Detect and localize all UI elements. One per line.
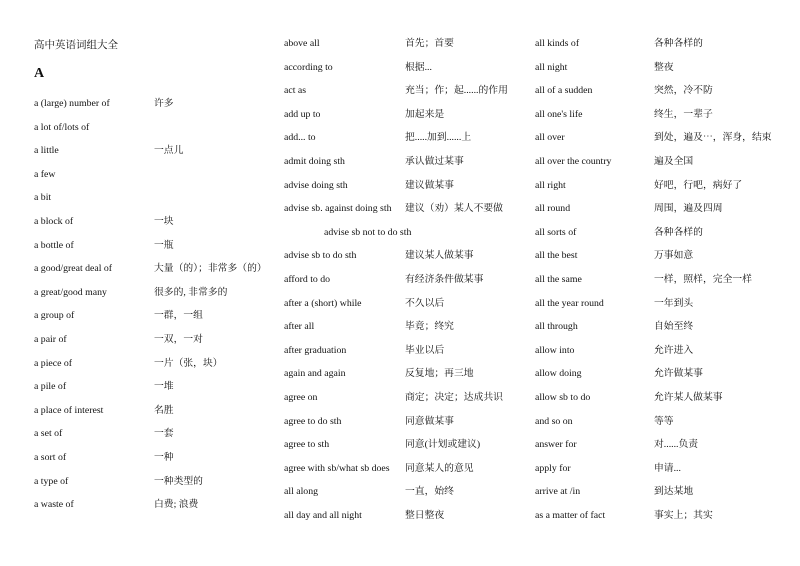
phrase-chinese: 一种 — [154, 451, 174, 463]
phrase-row — [535, 179, 797, 203]
phrase-chinese: 一直，始终 — [405, 486, 454, 498]
phrase-english: all night — [535, 61, 568, 73]
phrase-row — [535, 297, 797, 321]
phrase-english: agree to sth — [284, 439, 330, 451]
phrase-english: according to — [284, 61, 333, 73]
phrase-row — [535, 344, 797, 368]
phrase-chinese: 允许某人做某事 — [654, 391, 723, 403]
phrase-chinese: 名胜 — [154, 404, 174, 416]
phrase-chinese: 到达某地 — [654, 486, 694, 498]
phrase-row — [34, 380, 279, 404]
phrase-row — [34, 262, 279, 286]
phrase-chinese: 许多 — [154, 98, 174, 109]
phrase-chinese: 各种各样的 — [654, 226, 703, 238]
phrase-row — [284, 61, 534, 85]
phrase-chinese: 一点儿 — [154, 145, 184, 157]
phrase-row — [284, 131, 534, 155]
phrase-chinese: 一堆 — [154, 381, 174, 393]
phrase-english: after all — [284, 321, 315, 333]
phrase-chinese: 同意(计划或建议) — [405, 439, 481, 451]
phrase-english: a few — [34, 168, 56, 180]
phrase-chinese: 申请... — [654, 462, 681, 474]
phrase-english: after a (short) while — [284, 297, 362, 309]
phrase-row — [34, 404, 279, 428]
phrase-chinese: 万事如意 — [654, 250, 694, 262]
phrase-chinese: 一样，照样，完全一样 — [654, 273, 752, 285]
document-title: 高中英语词组大全 — [34, 40, 118, 51]
phrase-chinese: 对......负责 — [654, 439, 699, 451]
phrase-row — [535, 438, 797, 462]
phrase-row — [284, 367, 534, 391]
phrase-row — [34, 239, 279, 263]
phrase-english: advise sb. against doing sth — [284, 203, 392, 215]
phrase-english: all of a sudden — [535, 85, 593, 97]
phrase-chinese: 首先；首要 — [405, 38, 454, 49]
phrase-english: all over the country — [535, 155, 612, 167]
phrase-row — [535, 509, 797, 533]
phrase-english: a bit — [34, 192, 52, 204]
phrase-list — [535, 37, 797, 532]
phrase-chinese: 毕业以后 — [405, 344, 445, 356]
phrase-row — [284, 391, 534, 415]
phrase-chinese: 有经济条件做某事 — [405, 273, 484, 285]
phrase-row — [535, 367, 797, 391]
phrase-row — [284, 297, 534, 321]
phrase-chinese: 一年到头 — [654, 297, 694, 309]
phrase-english: a block of — [34, 215, 74, 227]
phrase-row — [284, 485, 534, 509]
phrase-chinese: 终生，一辈子 — [654, 108, 713, 120]
phrase-row — [535, 155, 797, 179]
phrase-english: agree with sb/what sb does — [284, 462, 390, 474]
phrase-chinese: 突然，冷不防 — [654, 85, 713, 97]
phrase-row — [284, 273, 534, 297]
phrase-english: all along — [284, 486, 319, 498]
phrase-row — [284, 155, 534, 179]
phrase-english: a type of — [34, 475, 69, 487]
phrase-english: all round — [535, 203, 571, 215]
phrase-list — [284, 37, 534, 532]
phrase-english: add... to — [284, 132, 316, 144]
phrase-row — [535, 415, 797, 439]
phrase-chinese: 反复地；再三地 — [405, 368, 474, 380]
phrase-row — [34, 427, 279, 451]
phrase-chinese: 建议某人做某事 — [405, 250, 474, 262]
phrase-chinese: 自始至终 — [654, 321, 694, 333]
phrase-row — [284, 320, 534, 344]
phrase-chinese: 一套 — [154, 428, 174, 440]
phrase-english: a lot of/lots of — [34, 121, 90, 133]
phrase-row — [284, 202, 534, 226]
phrase-english: allow into — [535, 344, 575, 356]
phrase-english: a great/good many — [34, 286, 107, 298]
phrase-english: all day and all night — [284, 509, 362, 521]
phrase-english: a group of — [34, 310, 75, 322]
phrase-chinese: 商定；决定；达成共识 — [405, 391, 503, 403]
phrase-chinese: 周围，遍及四周 — [654, 203, 723, 215]
phrase-english: allow doing — [535, 368, 582, 380]
phrase-english: a pile of — [34, 381, 67, 393]
phrase-row — [535, 84, 797, 108]
phrase-row — [34, 168, 279, 192]
phrase-english: a sort of — [34, 451, 67, 463]
phrase-row — [284, 226, 534, 250]
phrase-english: agree on — [284, 391, 318, 403]
phrase-row — [284, 509, 534, 533]
section-letter: A — [34, 66, 45, 81]
phrase-chinese: 允许做某事 — [654, 368, 703, 380]
phrase-chinese: 一瓶 — [154, 239, 174, 251]
phrase-english: allow sb to do — [535, 391, 591, 403]
phrase-row — [34, 333, 279, 357]
phrase-row — [535, 485, 797, 509]
phrase-chinese: 整日整夜 — [405, 509, 445, 521]
phrase-english: all sorts of — [535, 226, 577, 238]
phrase-chinese: 一块 — [154, 215, 174, 227]
phrase-chinese: 各种各样的 — [654, 38, 703, 49]
phrase-row — [535, 202, 797, 226]
phrase-row — [34, 498, 279, 522]
phrase-chinese: 一双，一对 — [154, 333, 203, 345]
phrase-chinese: 整夜 — [654, 61, 674, 73]
phrase-row — [284, 179, 534, 203]
phrase-chinese: 大量（的）；非常多（的） — [154, 263, 267, 275]
phrase-english: a pair of — [34, 333, 67, 345]
phrase-row — [34, 357, 279, 381]
phrase-row — [34, 97, 279, 121]
phrase-english: after graduation — [284, 344, 347, 356]
phrase-english: all the year round — [535, 297, 604, 309]
phrase-chinese: 建议（劝）某人不要做 — [405, 203, 503, 215]
phrase-row — [34, 121, 279, 145]
phrase-row — [535, 320, 797, 344]
phrase-row — [535, 37, 797, 61]
phrase-english: all kinds of — [535, 38, 580, 49]
phrase-row — [34, 191, 279, 215]
phrase-chinese: 建议做某事 — [405, 179, 454, 191]
phrase-english: as a matter of fact — [535, 509, 606, 521]
phrase-english: a piece of — [34, 357, 73, 369]
phrase-row — [535, 61, 797, 85]
phrase-english: all one's life — [535, 108, 583, 120]
phrase-chinese: 等等 — [654, 415, 674, 427]
phrase-row — [34, 144, 279, 168]
phrase-english: admit doing sth — [284, 155, 345, 167]
phrase-chinese: 到处，遍及⋯，浑身，结束 — [654, 132, 772, 144]
phrase-chinese: 充当；作；起......的作用 — [405, 85, 508, 97]
phrase-english: a place of interest — [34, 404, 104, 416]
phrase-english: a waste of — [34, 499, 74, 511]
phrase-chinese: 一片（张，块） — [154, 357, 223, 369]
phrase-row — [535, 273, 797, 297]
phrase-english: all through — [535, 321, 578, 333]
phrase-row — [535, 226, 797, 250]
phrase-english: agree to do sth — [284, 415, 342, 427]
phrase-chinese: 同意做某事 — [405, 415, 454, 427]
phrase-row — [34, 215, 279, 239]
phrase-row — [535, 108, 797, 132]
phrase-english: a set of — [34, 428, 63, 440]
phrase-row — [284, 249, 534, 273]
phrase-chinese: 好吧，行吧，病好了 — [654, 179, 743, 191]
phrase-chinese: 一群，一组 — [154, 310, 203, 322]
phrase-row — [284, 438, 534, 462]
phrase-chinese: 一种类型的 — [154, 475, 203, 487]
phrase-english: apply for — [535, 462, 571, 474]
phrase-row — [535, 249, 797, 273]
phrase-row — [284, 37, 534, 61]
phrase-english: above all — [284, 38, 320, 49]
phrase-row — [535, 391, 797, 415]
phrase-chinese: 事实上；其实 — [654, 509, 713, 521]
phrase-row — [284, 462, 534, 486]
phrase-english: all the same — [535, 273, 582, 285]
phrase-english: advise doing sth — [284, 179, 348, 191]
phrase-row — [284, 344, 534, 368]
phrase-english: all over — [535, 132, 565, 144]
phrase-english: all right — [535, 179, 566, 191]
phrase-row — [284, 415, 534, 439]
phrase-english: act as — [284, 85, 307, 97]
phrase-english: arrive at /in — [535, 486, 581, 498]
phrase-chinese: 根据... — [405, 61, 432, 73]
phrase-english: all the best — [535, 250, 578, 262]
phrase-english: advise sb to do sth — [284, 250, 357, 262]
phrase-row — [34, 286, 279, 310]
phrase-english: a bottle of — [34, 239, 74, 251]
phrase-chinese: 不久以后 — [405, 297, 445, 309]
phrase-chinese: 毕竟；终究 — [405, 321, 454, 333]
phrase-row — [34, 309, 279, 333]
phrase-chinese: 把.....加到......上 — [405, 132, 472, 144]
phrase-chinese: 同意某人的意见 — [405, 462, 474, 474]
phrase-english: add up to — [284, 108, 321, 120]
phrase-chinese: 遍及全国 — [654, 155, 694, 167]
phrase-chinese: 承认做过某事 — [405, 155, 464, 167]
phrase-chinese: 加起来是 — [405, 108, 445, 120]
phrase-english: a good/great deal of — [34, 263, 113, 275]
phrase-chinese: 白费; 浪费 — [154, 499, 199, 511]
phrase-english: a little — [34, 145, 59, 157]
phrase-row — [284, 108, 534, 132]
phrase-english: advise sb not to do sth — [324, 226, 412, 238]
phrase-row — [34, 475, 279, 499]
phrase-english: answer for — [535, 439, 577, 451]
phrase-english: again and again — [284, 368, 346, 380]
phrase-row — [535, 131, 797, 155]
phrase-english: and so on — [535, 415, 573, 427]
phrase-row — [34, 451, 279, 475]
phrase-list — [34, 97, 279, 522]
phrase-chinese: 允许进入 — [654, 344, 694, 356]
phrase-english: afford to do — [284, 273, 331, 285]
phrase-english: a (large) number of — [34, 98, 110, 109]
phrase-row — [284, 84, 534, 108]
phrase-chinese: 很多的, 非常多的 — [154, 286, 228, 298]
phrase-row — [535, 462, 797, 486]
